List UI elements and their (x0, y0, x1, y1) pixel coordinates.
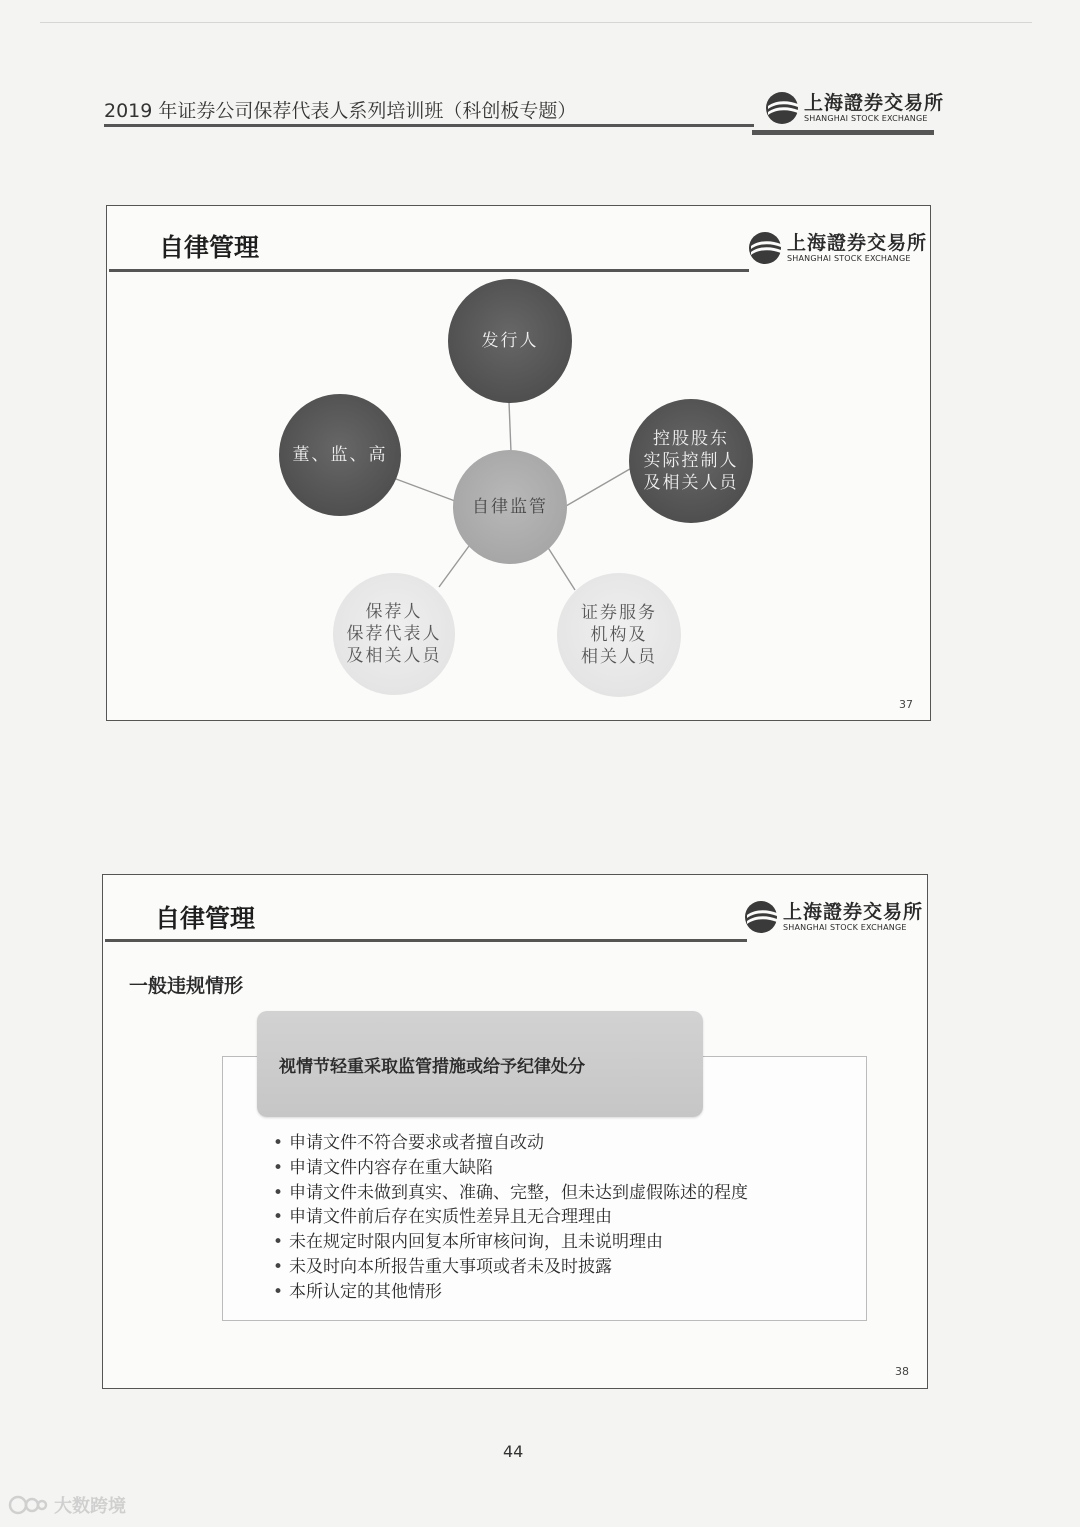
node-issuer-label: 发行人 (481, 331, 539, 351)
watermark (8, 1492, 126, 1518)
watermark-logo-icon (8, 1494, 48, 1516)
list-item: • 申请文件不符合要求或者擅自改动 (273, 1131, 748, 1156)
sse-logo (743, 899, 923, 935)
list-item: • 申请文件前后存在实质性差异且无合理理由 (273, 1205, 748, 1230)
header-rule-step (752, 130, 934, 135)
slide-37 (106, 205, 931, 721)
violations-list (273, 1131, 748, 1305)
connector-directors (396, 479, 455, 501)
connector-sponsor (439, 546, 469, 587)
node-service-label: 证券服务 机构及 相关人员 (581, 603, 657, 667)
sse-logo-icon (743, 899, 779, 935)
logo-chinese-name: 上海證券交易所 (783, 900, 924, 923)
slide-38 (102, 874, 928, 1389)
node-center (453, 450, 567, 564)
watermark-text: 大数跨境 (54, 1496, 126, 1517)
connector-controller (566, 466, 635, 506)
node-service (557, 573, 681, 697)
list-item: • 申请文件内容存在重大缺陷 (273, 1156, 748, 1181)
list-item: • 未及时向本所报告重大事项或者未及时披露 (273, 1255, 748, 1280)
slide-title: 自律管理 (159, 233, 260, 262)
slide-title: 自律管理 (155, 904, 256, 933)
node-sponsor-label: 保荐人 保荐代表人 及相关人员 (346, 602, 442, 666)
node-controller-label: 控股股东 实际控制人 及相关人员 (643, 429, 739, 493)
logo-chinese-name: 上海證券交易所 (787, 231, 928, 254)
header-rule (104, 124, 754, 127)
node-directors (279, 394, 401, 516)
node-controller (629, 399, 753, 523)
node-center-label: 自律监管 (472, 497, 548, 517)
section-subheading: 一般违规情形 (129, 975, 244, 997)
sse-logo-icon (764, 90, 800, 126)
violations-box-title-bar (257, 1011, 703, 1117)
list-item: • 申请文件未做到真实、准确、完整，但未达到虚假陈述的程度 (273, 1181, 748, 1206)
list-item: • 本所认定的其他情形 (273, 1280, 748, 1305)
node-sponsor (333, 573, 455, 695)
sse-logo (764, 90, 944, 126)
logo-english-name: SHANGHAI STOCK EXCHANGE (787, 253, 911, 263)
node-directors-label: 董、监、高 (292, 445, 388, 465)
violations-box-title: 视情节轻重采取监管措施或给予纪律处分 (279, 1057, 585, 1077)
logo-chinese-name: 上海證券交易所 (804, 91, 945, 114)
slide-title-rule (105, 939, 747, 942)
list-item: • 未在规定时限内回复本所审核问询，且未说明理由 (273, 1230, 748, 1255)
slide-number: 37 (899, 698, 913, 711)
node-issuer (448, 279, 572, 403)
logo-english-name: SHANGHAI STOCK EXCHANGE (783, 922, 907, 932)
document-title: 2019 年证券公司保荐代表人系列培训班（科创板专题） (104, 100, 577, 122)
connector-service (547, 546, 575, 590)
connector-issuer (509, 402, 511, 452)
logo-english-name: SHANGHAI STOCK EXCHANGE (804, 113, 928, 123)
page-number: 44 (503, 1442, 524, 1461)
top-rule (40, 22, 1032, 23)
slide-number: 38 (895, 1365, 909, 1378)
